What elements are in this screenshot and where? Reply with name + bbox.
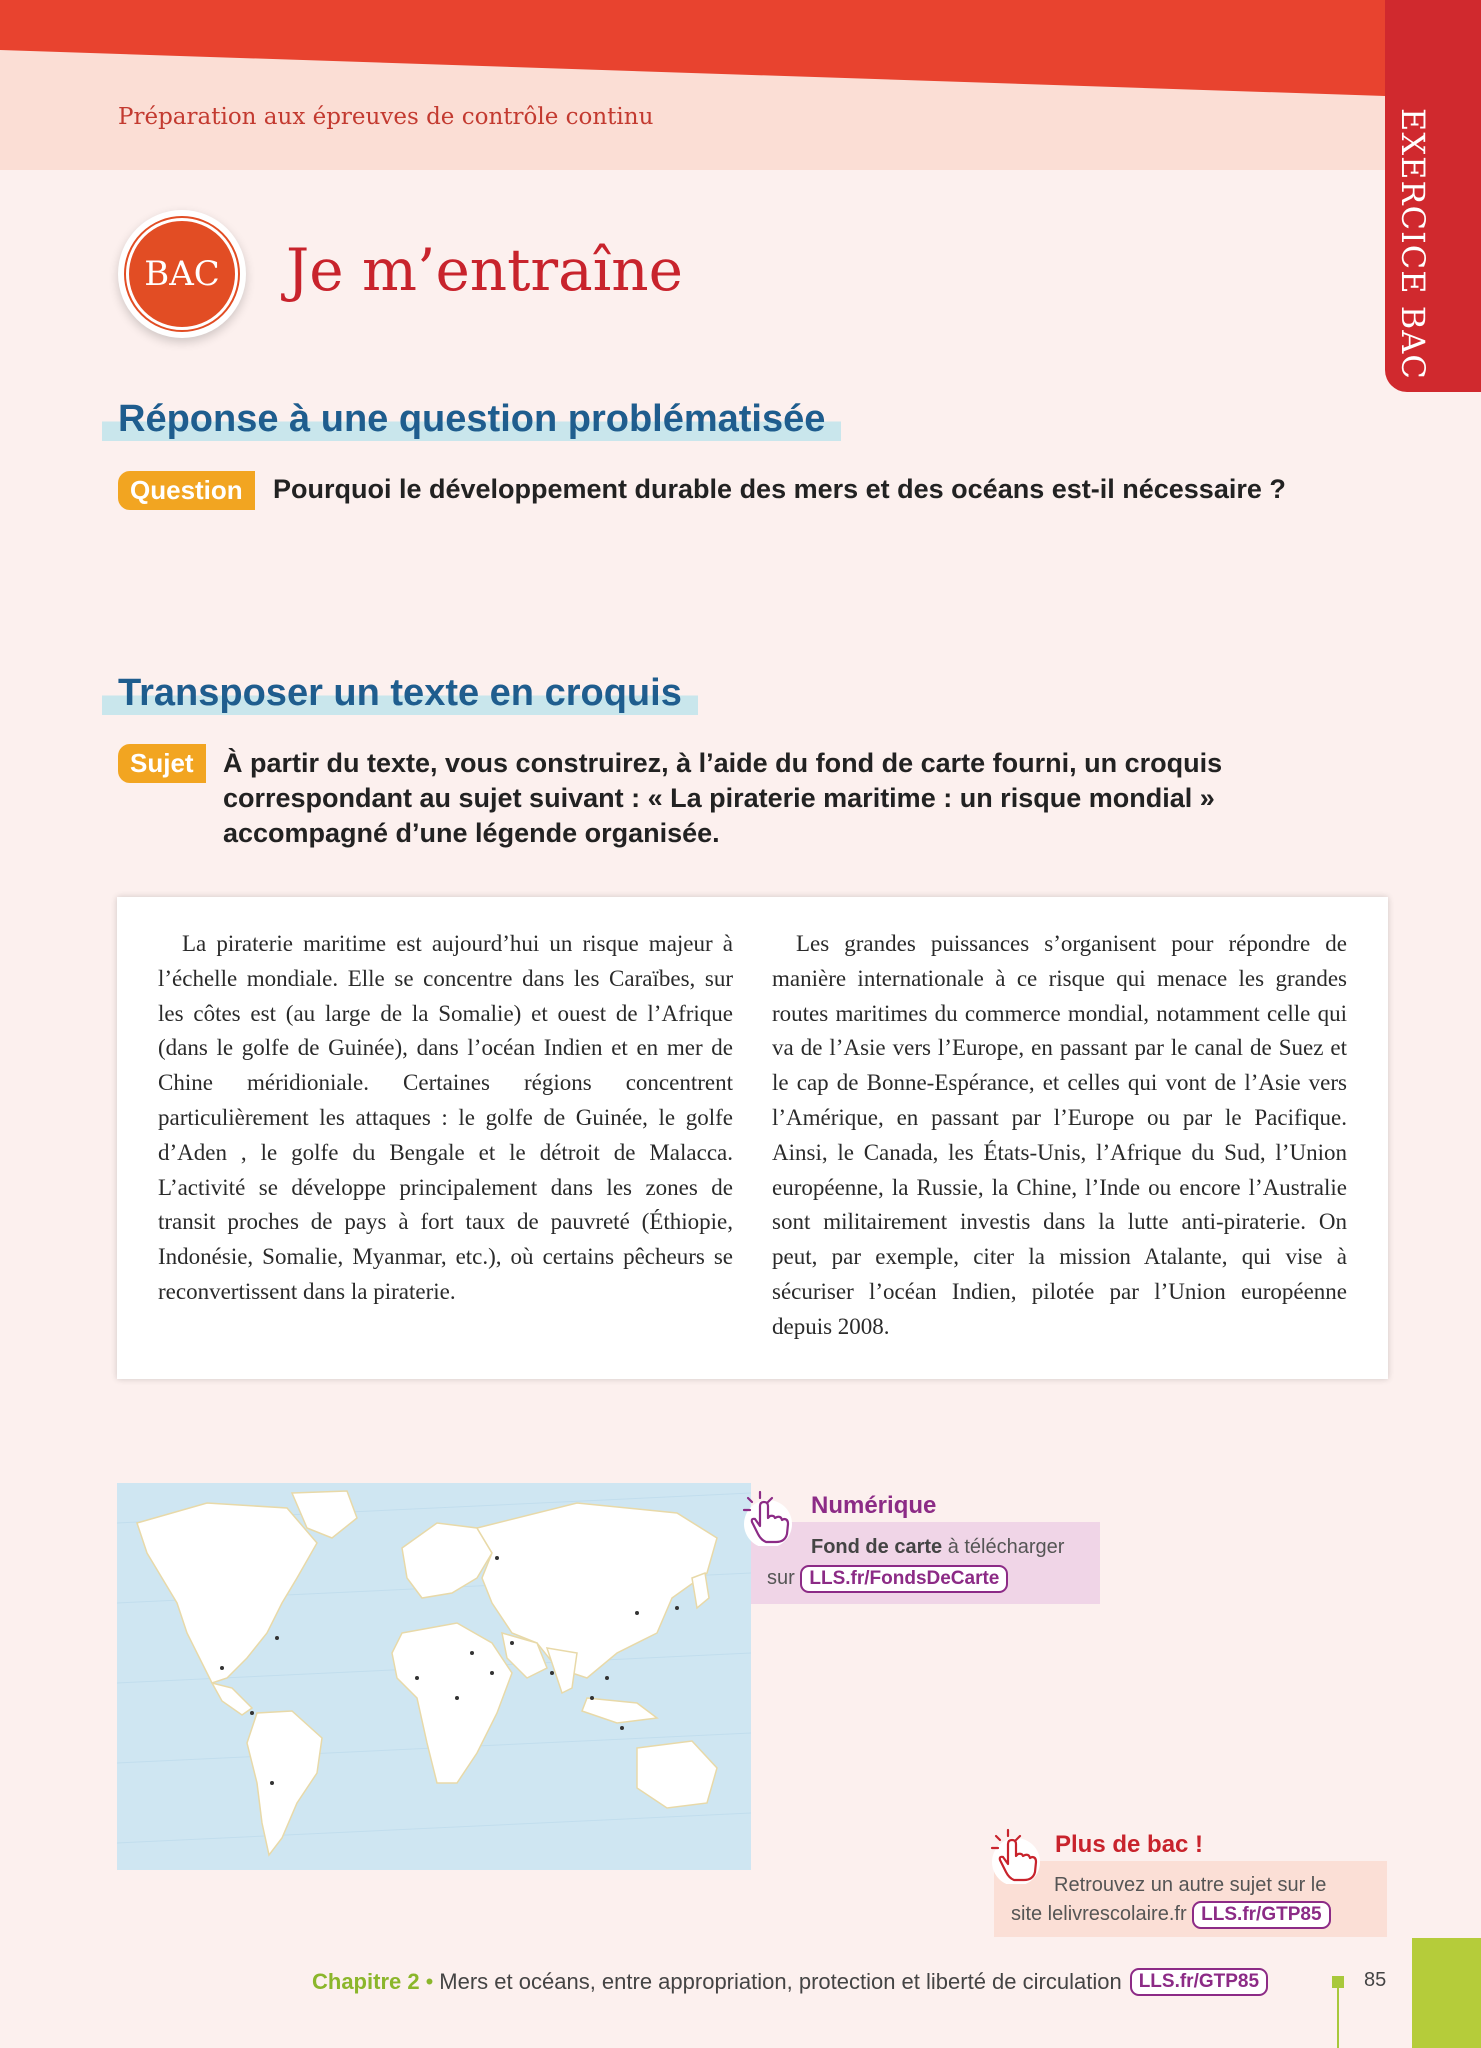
header-band [0,0,1481,170]
page-footer [312,1968,1268,1996]
numerique-bold: Fond de carte [811,1536,943,1558]
sujet-tag: Sujet [118,744,206,783]
corner-block [1412,1938,1481,2048]
plus-de-bac-text: Retrouvez un autre sujet sur le [1054,1874,1327,1896]
section-heading-croquis: Transposer un texte en croquis [102,672,698,715]
page-number: 85 [1364,1969,1387,1991]
numerique-rest: à télécharger [942,1536,1065,1558]
plus-de-bac-link-line [1011,1901,1331,1929]
hand-pointer-icon [740,1488,794,1546]
footer-marker [1332,1976,1344,1988]
world-map [117,1483,751,1870]
document-column-right: Les grandes puissances s’organisent pour répondre de manière internationale à ce risque qui menace les grandes routes maritimes du commerce mondial, notamment celle qui va de l’Asie vers l’Europe, en passant par le canal de Suez et le cap de Bonne-Espérance, et celles qui vont de l’Asie vers l’Amérique, en passant par l’Europe ou par le Pacifique. Ainsi, le Canada, les États-Unis, l’Afrique du Sud, l’Union européenne, la Russie, la Chine, l’Inde ou encore l’Australie sont militairement investis dans la lutte anti-piraterie. On peut, par exemple, citer la mission Atalante, qui vise à sécuriser l’océan Indien, pilotée par l’Union européenne depuis 2008. [772,931,1347,1339]
numerique-prefix: sur [767,1567,795,1589]
document-box [117,897,1388,1379]
gtp85-link[interactable]: LLS.fr/GTP85 [1192,1901,1330,1929]
section-heading-question: Réponse à une question problématisée [102,398,841,441]
side-tab-label: EXERCICE BAC [1394,108,1432,380]
numerique-link-line [767,1565,1008,1593]
sujet-text: À partir du texte, vous construirez, à l’aide du fond de carte fourni, un croquis correspondant au sujet suivant : « La piraterie maritime : un risque mondial » accompagné d’une légende organisée. [223,748,1223,848]
document-column-left: La piraterie maritime est aujourd’hui un risque majeur à l’échelle mondiale. Elle se concentre dans les Caraïbes, sur les côtes est (au large de la Somalie) et ouest de l’Afrique (dans le golfe de Guinée), dans l’océan Indien et en mer de Chine méridioniale. Certaines régions concentrent particulièrement les attaques : le golfe de Guinée, le golfe d’Aden , le golfe du Bengale et le détroit de Malacca. L’activité se développe principalement dans les zones de transit proches de pays à fort taux de pauvreté (Éthiopie, Indonésie, Somalie, Myanmar, etc.), où certains pêcheurs se reconvertissent dans la piraterie. [158,931,733,1304]
footer-separator: • [425,1969,434,1994]
question-text: Pourquoi le développement durable des mers et des océans est-il nécessaire ? [273,474,1286,504]
footer-chapter-title: Mers et océans, entre appropriation, protection et liberté de circulation [439,1969,1122,1994]
page-subtitle: Préparation aux épreuves de contrôle continu [118,104,654,130]
bac-badge [118,210,246,338]
numerique-description [811,1536,1064,1559]
hand-pointer-icon [988,1826,1042,1884]
bac-badge-label: BAC [126,218,238,330]
plus-de-bac-prefix: site lelivrescolaire.fr [1011,1903,1187,1925]
page-title: Je m’entraîne [286,236,683,304]
question-tag: Question [118,471,255,510]
fonds-de-carte-link[interactable]: LLS.fr/FondsDeCarte [800,1565,1008,1593]
footer-chapter: Chapitre 2 [312,1969,420,1994]
numerique-title: Numérique [811,1492,937,1519]
footer-marker-line [1337,1988,1339,2048]
plus-de-bac-title: Plus de bac ! [1055,1831,1204,1858]
footer-link[interactable]: LLS.fr/GTP85 [1130,1968,1268,1996]
